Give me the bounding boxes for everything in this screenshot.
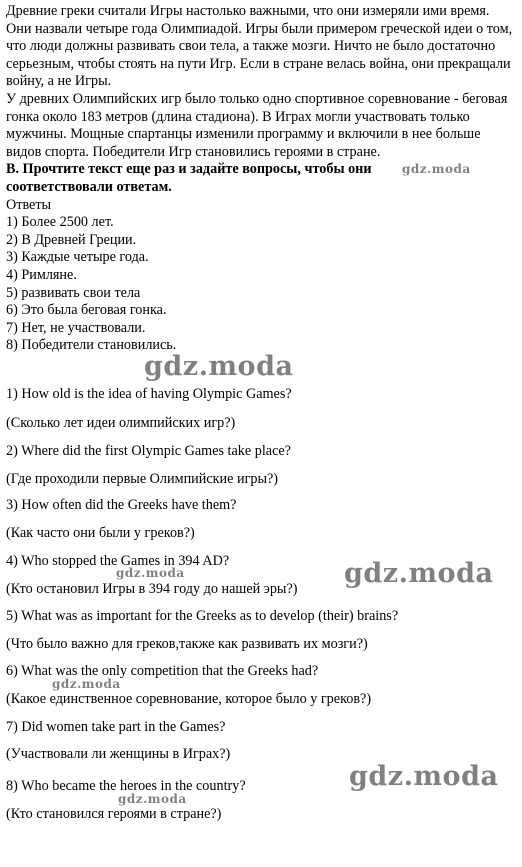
question-4-en: 4) Who stopped the Games in 394 AD? — [6, 553, 230, 569]
question-2-ru: (Где проходили первые Олимпийские игры?) — [6, 471, 279, 487]
question-4-ru: (Кто остановил Игры в 394 году до нашей эры?) — [6, 581, 298, 597]
question-6-ru: (Какое единственное соревнование, которое было у греков?) — [6, 691, 372, 707]
question-1-ru: (Сколько лет идеи олимпийских игр?) — [6, 415, 236, 431]
question-1-en: 1) How old is the idea of having Olympic Games? — [6, 386, 292, 402]
question-8-en: 8) Who became the heroes in the country? — [6, 778, 246, 794]
watermark: gdz.moda — [116, 566, 185, 580]
intro-text — [6, 3, 518, 161]
answer-item: 1) Более 2500 лет. — [6, 214, 114, 231]
question-5-en: 5) What was as important for the Greeks as to develop (their) brains? — [6, 608, 399, 624]
question-7-ru: (Участвовали ли женщины в Играх?) — [6, 746, 231, 762]
intro-paragraph-2: У древних Олимпийских игр было только одно спортивное соревнование - беговая гонка около 183 метров (длина стадиона). В Играх могли участвовать только мужчины. Мощные спартанцы изменили программу и включили в нее больше видов спорта. Победители Игр становились героями в стране. — [6, 90, 508, 160]
answer-item: 2) В Древней Греции. — [6, 231, 137, 248]
question-3-ru: (Как часто они были у греков?) — [6, 525, 195, 541]
question-2-en: 2) Where did the first Olympic Games take place? — [6, 443, 291, 459]
task-heading-line-2: соответствовали ответам. — [6, 178, 172, 195]
question-6-en: 6) What was the only competition that the Greeks had? — [6, 663, 319, 679]
intro-paragraph-1: Древние греки считали Игры настолько важными, что они измеряли ими время. Они назвали четыре года Олимпиадой. Игры были примером греческой идеи о том, что люди должны развивать свои тела, а также мозги. Ничто не было достаточно серьезным, чтобы стоять на пути Игр. Если в стране велась война, они прекращали войну, а не Игры. — [6, 3, 513, 90]
watermark: gdz.moda — [349, 761, 499, 792]
document-body — [6, 3, 518, 355]
question-8-ru: (Кто становился героями в стране?) — [6, 806, 222, 822]
watermark: gdz.moda — [52, 677, 121, 691]
answers-list — [6, 214, 518, 355]
answer-item: 8) Победители становились. — [6, 337, 177, 354]
answers-heading: Ответы — [6, 196, 52, 213]
question-5-ru: (Что было важно для греков,также как развивать их мозги?) — [6, 636, 368, 652]
answer-item: 7) Нет, не участвовали. — [6, 319, 146, 336]
watermark: gdz.moda — [118, 792, 187, 806]
watermark: gdz.moda — [144, 351, 294, 382]
answer-item: 3) Каждые четыре года. — [6, 249, 149, 266]
task-heading-line-1: В. Прочтите текст еще раз и задайте вопросы, чтобы они — [6, 161, 372, 178]
answer-item: 4) Римляне. — [6, 266, 77, 283]
watermark: gdz.moda — [344, 558, 494, 589]
watermark: gdz.moda — [402, 162, 471, 176]
question-7-en: 7) Did women take part in the Games? — [6, 719, 226, 735]
question-3-en: 3) How often did the Greeks have them? — [6, 497, 237, 513]
answer-item: 6) Это была беговая гонка. — [6, 302, 167, 319]
answer-item: 5) развивать свои тела — [6, 284, 141, 301]
